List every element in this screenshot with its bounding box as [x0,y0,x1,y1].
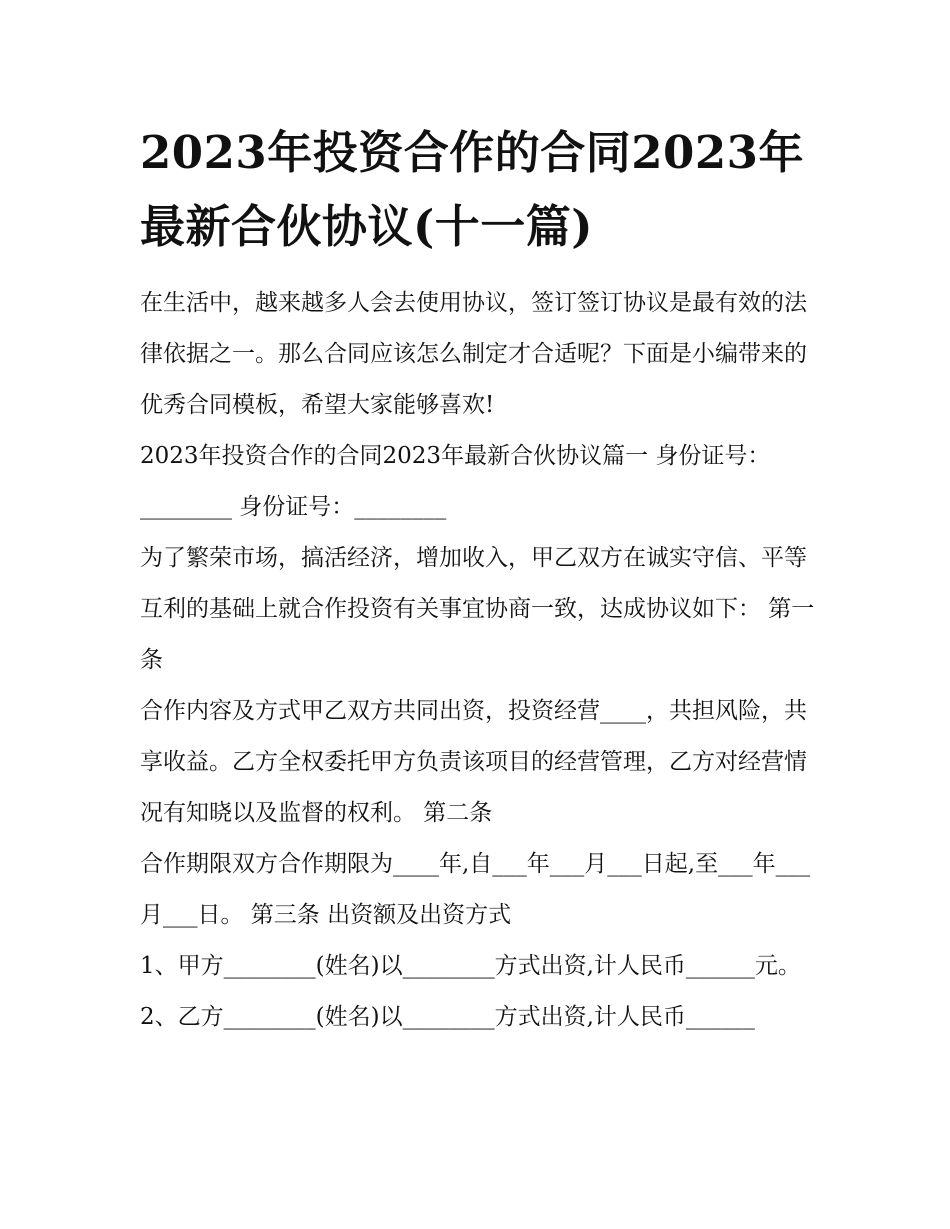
document-body [140,278,815,1043]
article-one-paragraph: 合作内容及方式甲乙双方共同出资，投资经营____，共担风险，共享收益。乙方全权委托甲方负责该项目的经营管理，乙方对经营情况有知晓以及监督的权利。 第二条 [140,698,807,826]
party-b-contribution-paragraph: 2、乙方________(姓名)以________方式出资,计人民币______ [140,1004,755,1030]
article-two-paragraph: 合作期限双方合作期限为____年,自___年___月___日起,至___年___月___日。 第三条 出资额及出资方式 [140,851,811,928]
document-title: 2023年投资合作的合同2023年最新合伙协议(十一篇) [140,126,804,253]
party-a-contribution-paragraph: 1、甲方________(姓名)以________方式出资,计人民币______元。 [140,953,801,979]
intro-paragraph: 在生活中，越来越多人会去使用协议，签订签订协议是最有效的法律依据之一。那么合同应该怎么制定才合适呢？下面是小编带来的优秀合同模板，希望大家能够喜欢! [140,290,807,418]
preamble-paragraph: 为了繁荣市场，搞活经济，增加收入，甲乙双方在诚实守信、平等互利的基础上就合作投资有关事宜协商一致，达成协议如下： 第一条 [140,545,815,673]
section-heading-paragraph: 2023年投资合作的合同2023年最新合伙协议篇一 身份证号：________ 身份证号：________ [140,443,771,520]
